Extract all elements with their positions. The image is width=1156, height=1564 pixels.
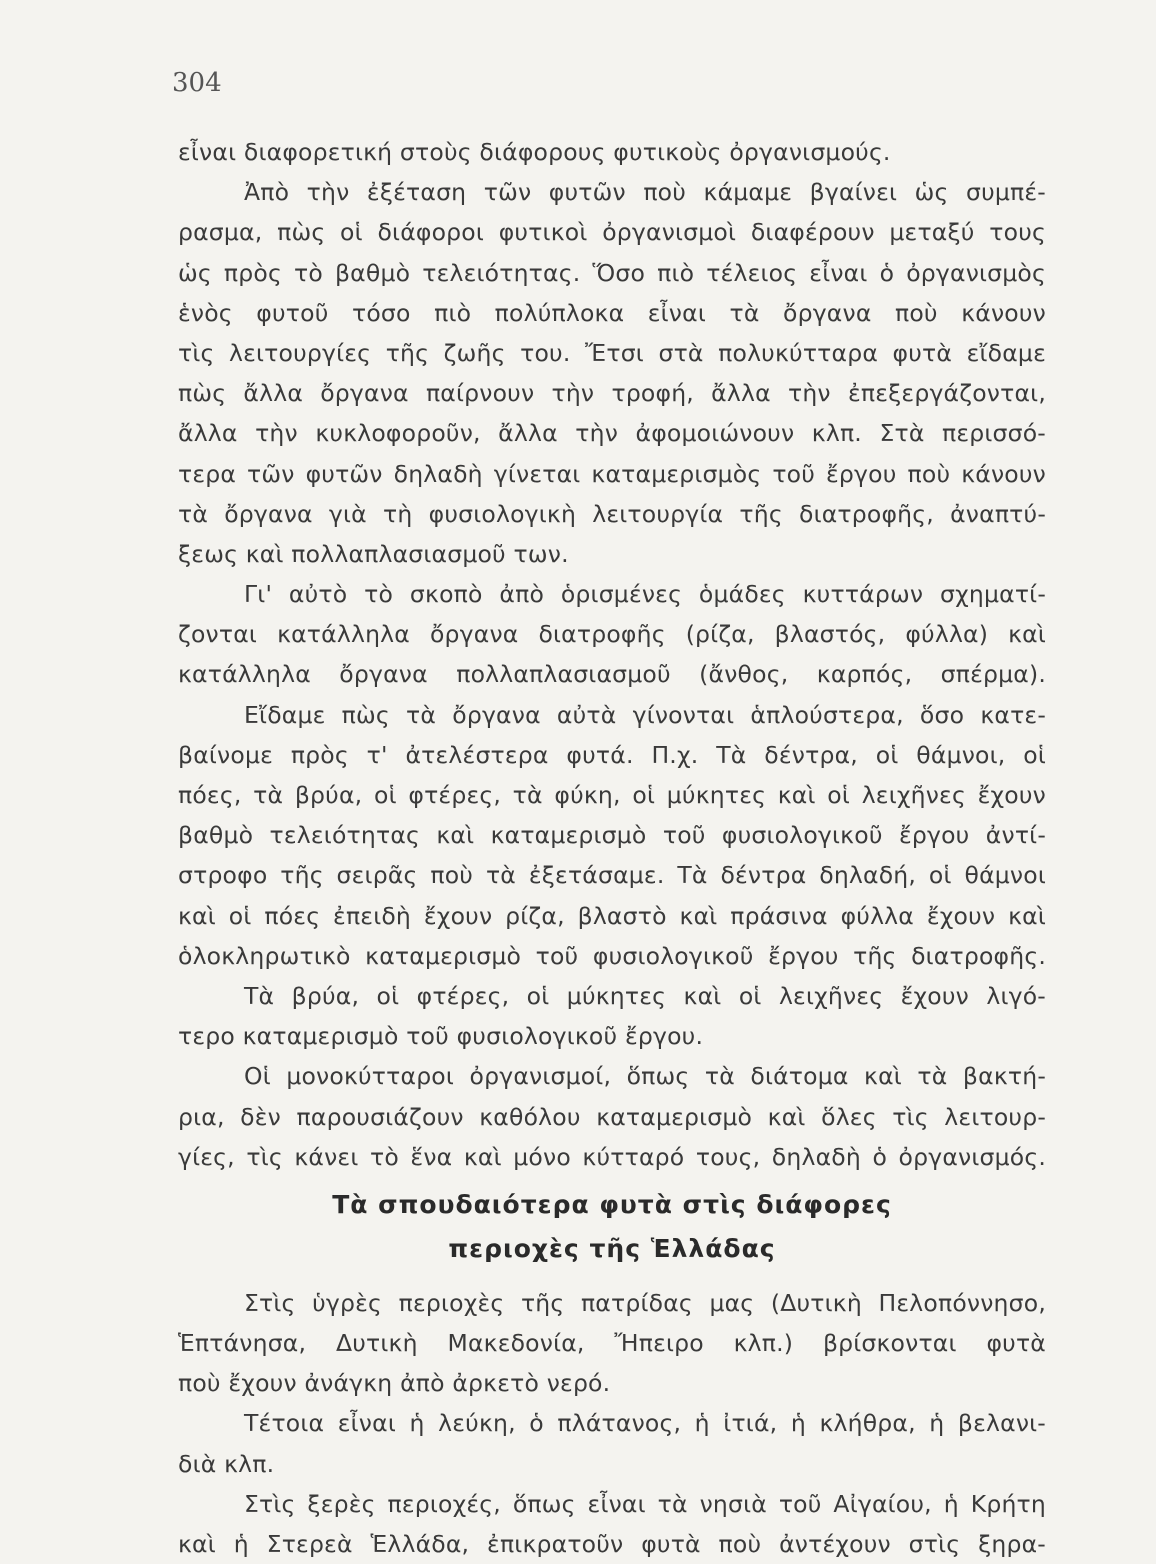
text-line: ρασμα, πὼς οἱ διάφοροι φυτικοὶ ὀργανισμοὶ διαφέρουν μεταξύ τους	[178, 218, 1046, 247]
text-line: κατάλληλα ὄργανα πολλαπλασιασμοῦ (ἄνθος, καρπός, σπέρμα).	[178, 660, 1046, 689]
text-line: τερα τῶν φυτῶν δηλαδὴ γίνεται καταμερισμὸς τοῦ ἔργου ποὺ κάνουν	[178, 459, 1046, 488]
text-line: ζονται κατάλληλα ὄργανα διατροφῆς (ρίζα, βλαστός, φύλλα) καὶ	[178, 620, 1046, 649]
text-line: πὼς ἄλλα ὄργανα παίρνουν τὴν τροφή, ἄλλα τὴν ἐπεξεργάζονται,	[178, 379, 1046, 408]
text-line: Γι' αὐτὸ τὸ σκοπὸ ἀπὸ ὁρισμένες ὁμάδες κυττάρων σχηματί-	[244, 580, 1046, 609]
text-line: ἄλλα τὴν κυκλοφοροῦν, ἄλλα τὴν ἀφομοιώνουν κλπ. Στὰ περισσό-	[178, 419, 1046, 448]
page-body	[178, 132, 1046, 1564]
text-line: τερο καταμερισμὸ τοῦ φυσιολογικοῦ ἔργου.	[178, 1022, 704, 1051]
text-line: καὶ ἡ Στερεὰ Ἑλλάδα, ἐπικρατοῦν φυτὰ ποὺ ἀντέχουν στὶς ξηρα-	[178, 1530, 1046, 1558]
text-line: γίες, τὶς κάνει τὸ ἕνα καὶ μόνο κύτταρό τους, δηλαδὴ ὁ ὀργανισμός.	[178, 1142, 1046, 1171]
text-line: ξεως καὶ πολλαπλασιασμοῦ των.	[178, 539, 569, 568]
text-line: τὶς λειτουργίες τῆς ζωῆς του. Ἔτσι στὰ πολυκύτταρα φυτὰ εἴδαμε	[178, 338, 1046, 367]
text-line: διὰ κλπ.	[178, 1449, 275, 1478]
text-line: βαθμὸ τελειότητας καὶ καταμερισμὸ τοῦ φυσιολογικοῦ ἔργου ἀντί-	[178, 821, 1046, 850]
text-line: Τέτοια εἶναι ἡ λεύκη, ὁ πλάτανος, ἡ ἰτιά, ἡ κλήθρα, ἡ βελανι-	[244, 1409, 1046, 1438]
text-line: βαίνομε πρὸς τ' ἀτελέστερα φυτά. Π.χ. Τὰ δέντρα, οἱ θάμνοι, οἱ	[178, 740, 1046, 769]
text-line: ἑνὸς φυτοῦ τόσο πιὸ πολύπλοκα εἶναι τὰ ὄργανα ποὺ κάνουν	[178, 298, 1046, 327]
text-line: Στὶς ξερὲς περιοχές, ὅπως εἶναι τὰ νησιὰ τοῦ Αἰγαίου, ἡ Κρήτη	[244, 1489, 1046, 1518]
text-line: Ἑπτάνησα, Δυτικὴ Μακεδονία, Ἤπειρο κλπ.) βρίσκονται φυτὰ	[178, 1329, 1046, 1358]
section-heading-line-1: Τὰ σπουδαιότερα φυτὰ στὶς διάφορες	[332, 1189, 892, 1219]
text-line: ποὺ ἔχουν ἀνάγκη ἀπὸ ἀρκετὸ νερό.	[178, 1369, 611, 1398]
text-line: πόες, τὰ βρύα, οἱ φτέρες, τὰ φύκη, οἱ μύκητες καὶ οἱ λειχῆνες ἔχουν	[178, 781, 1046, 809]
text-line: εἶναι διαφορετική στοὺς διάφορους φυτικοὺς ὀργανισμούς.	[178, 138, 891, 166]
text-line: Τὰ βρύα, οἱ φτέρες, οἱ μύκητες καὶ οἱ λειχῆνες ἔχουν λιγό-	[244, 981, 1046, 1010]
text-line: Οἱ μονοκύτταροι ὀργανισμοί, ὅπως τὰ διάτομα καὶ τὰ βακτή-	[244, 1062, 1046, 1091]
text-line: Ἀπὸ τὴν ἐξέταση τῶν φυτῶν ποὺ κάμαμε βγαίνει ὡς συμπέ-	[244, 178, 1046, 207]
text-line: ρια, δὲν παρουσιάζουν καθόλου καταμερισμὸ καὶ ὅλες τὶς λειτουρ-	[178, 1102, 1046, 1131]
section-heading-line-2: περιοχὲς τῆς Ἑλλάδας	[448, 1233, 776, 1263]
text-line: στροφο τῆς σειρᾶς ποὺ τὰ ἐξετάσαμε. Τὰ δέντρα δηλαδή, οἱ θάμνοι	[178, 861, 1046, 890]
text-line: Στὶς ὑγρὲς περιοχὲς τῆς πατρίδας μας (Δυτικὴ Πελοπόννησο,	[244, 1288, 1046, 1317]
text-line: Εἴδαμε πὼς τὰ ὄργανα αὐτὰ γίνονται ἁπλούστερα, ὅσο κατε-	[244, 700, 1046, 729]
text-line: ὡς πρὸς τὸ βαθμὸ τελειότητας. Ὅσο πιὸ τέλειος εἶναι ὁ ὀργανισμὸς	[178, 258, 1046, 287]
text-line: καὶ οἱ πόες ἐπειδὴ ἔχουν ρίζα, βλαστὸ καὶ πράσινα φύλλα ἔχουν καὶ	[178, 901, 1046, 930]
page-number: 304	[172, 68, 222, 98]
text-line: ὁλοκληρωτικὸ καταμερισμὸ τοῦ φυσιολογικοῦ ἔργου τῆς διατροφῆς.	[178, 941, 1046, 970]
text-line: τὰ ὄργανα γιὰ τὴ φυσιολογικὴ λειτουργία τῆς διατροφῆς, ἀναπτύ-	[178, 499, 1046, 528]
